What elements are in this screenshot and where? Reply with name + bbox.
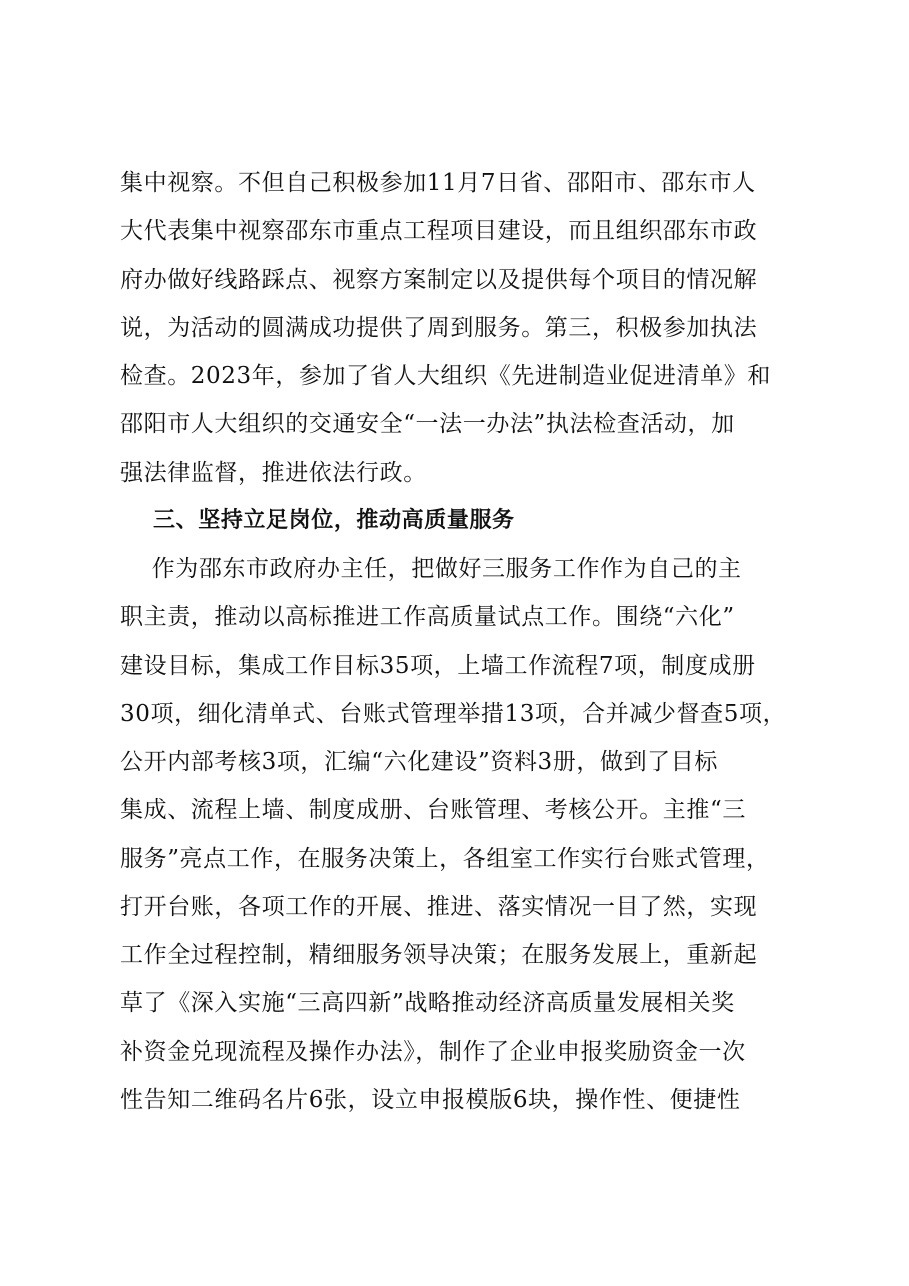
paragraph-line: 服务”亮点工作，在服务决策上，各组室工作实行台账式管理， <box>120 846 770 872</box>
paragraph-line: 集中视察。不但自己积极参加11月7日省、邵阳市、邵东市人 <box>120 170 756 196</box>
paragraph-line: 性告知二维码名片6张，设立申报模版6块，操作性、便捷性 <box>120 1087 741 1113</box>
paragraph-line: 作为邵东市政府办主任，把做好三服务工作作为自己的主 <box>120 556 742 582</box>
paragraph-line: 集成、流程上墙、制度成册、台账管理、考核公开。主推“三 <box>120 797 746 823</box>
paragraph-line: 30项，细化清单式、台账式管理举措13项，合并减少督查5项， <box>120 701 787 727</box>
paragraph-line: 草了《深入实施“三高四新”战略推动经济高质量发展相关奖 <box>120 990 735 1016</box>
paragraph-line: 说，为活动的圆满成功提供了周到服务。第三，积极参加执法 <box>120 315 758 341</box>
paragraph-line: 检查。2023年，参加了省人大组织《先进制造业促进清单》和 <box>120 363 771 389</box>
paragraph-line: 建设目标，集成工作目标35项，上墙工作流程7项，制度成册 <box>120 653 756 679</box>
paragraph-line: 大代表集中视察邵东市重点工程项目建设，而且组织邵东市政 <box>120 218 758 244</box>
paragraph-line: 打开台账，各项工作的开展、推进、落实情况一目了然，实现 <box>120 894 758 920</box>
paragraph-line: 府办做好线路踩点、视察方案制定以及提供每个项目的情况解 <box>120 267 758 293</box>
paragraph-line: 公开内部考核3项，汇编“六化建设”资料3册，做到了目标 <box>120 749 718 775</box>
section-heading: 三、坚持立足岗位，推动高质量服务 <box>120 508 515 533</box>
paragraph-line: 工作全过程控制，精细服务领导决策；在服务发展上，重新起 <box>120 942 758 968</box>
paragraph-line: 补资金兑现流程及操作办法》，制作了企业申报奖励资金一次 <box>120 1039 746 1065</box>
paragraph-line: 职主责，推动以高标推进工作高质量试点工作。围绕“六化” <box>120 604 735 630</box>
paragraph-line: 强法律监督，推进依法行政。 <box>120 460 427 486</box>
paragraph-line: 邵阳市人大组织的交通安全“一法一办法”执法检查活动，加 <box>120 411 735 437</box>
